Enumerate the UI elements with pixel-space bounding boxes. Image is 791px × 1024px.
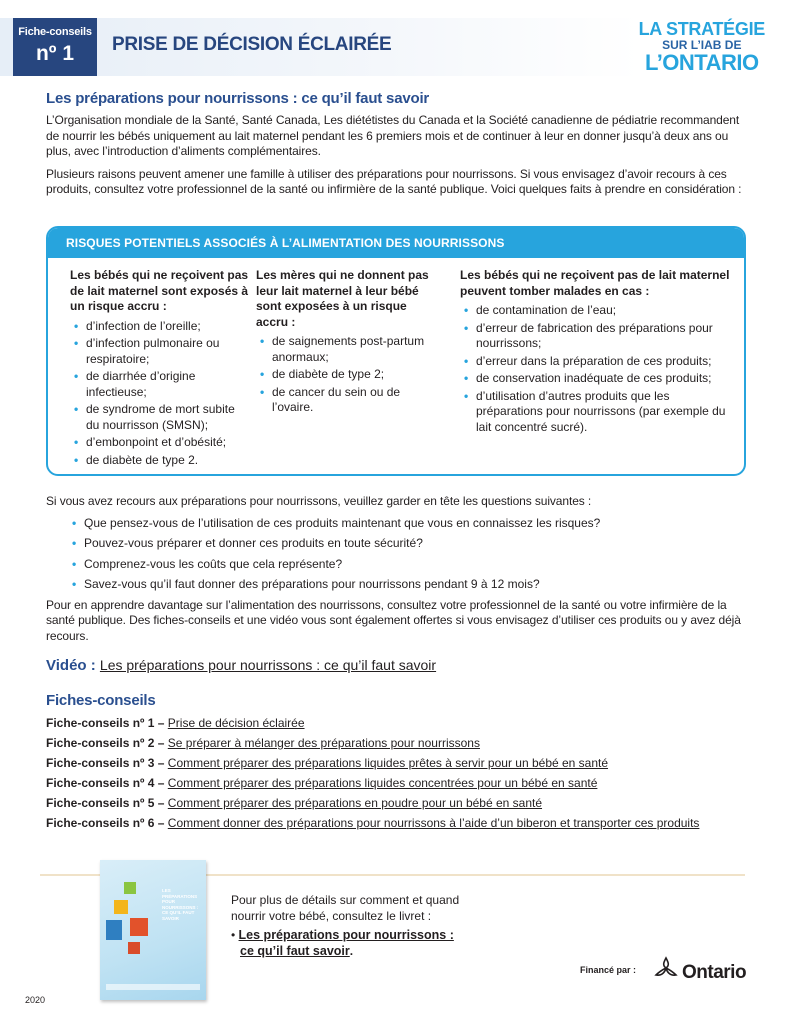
booklet-text-line: Pour plus de détails sur comment et quand [231, 893, 460, 907]
list-item: • Comprenez-vous les coûts que cela représente? [72, 556, 343, 571]
list-item: • d’erreur de fabrication des préparations pour nourrissons; [464, 320, 713, 350]
intro-paragraph-1: L’Organisation mondiale de la Santé, Santé Canada, Les diététistes du Canada et la Société canadienne de pédiatrie recommandent de nourrir les bébés uniquement au lait maternel pendant les 6 premiers mois et de continuer à leur en donner jusqu’à deux ans ou plus, avec l’introduction d’aliments complémentaires. [46, 113, 740, 158]
tip-sheet-row: Fiche-conseils nº 4 – Comment préparer des préparations liquides concentrées pour un bébé en santé [46, 776, 598, 790]
tip-sheet-row: Fiche-conseils nº 5 – Comment préparer des préparations en poudre pour un bébé en santé [46, 796, 543, 810]
risk-column-mothers [256, 268, 436, 418]
logo-line-2: SUR L’IAB DE [662, 38, 742, 52]
video-link[interactable]: Les préparations pour nourrissons : ce qu’il faut savoir [99, 657, 437, 673]
risk-column-heading: Les mères qui ne donnent pas leur lait maternel à leur bébé sont exposées à un risque accru : [256, 268, 429, 329]
funded-by-label: Financé par : [580, 965, 637, 975]
cube-shape [130, 918, 148, 936]
booklet-cover-image[interactable] [100, 860, 206, 1000]
list-item: • d’embonpoint et d’obésité; [74, 435, 227, 449]
risk-list [460, 303, 730, 435]
tip-sheets-section [46, 692, 766, 833]
booklet-link[interactable]: Les préparations pour nourrissons : [238, 928, 454, 942]
booklet-text-line: nourrir votre bébé, consultez le livret : [231, 909, 432, 923]
list-item: • d’infection pulmonaire ou respiratoire; [74, 336, 220, 366]
tip-sheet-link[interactable]: Comment donner des préparations pour nourrissons à l’aide d’un biberon et transporter ces produits [167, 816, 700, 830]
cube-shape [114, 900, 128, 914]
bullet: • [231, 928, 236, 942]
questions-section [46, 494, 751, 644]
list-item: • Que pensez-vous de l’utilisation de ces produits maintenant que vous en connaissez les risques? [72, 515, 601, 530]
list-item: • de contamination de l’eau; [464, 303, 617, 317]
strategy-logo [639, 20, 765, 74]
questions-intro: Si vous avez recours aux préparations pour nourrissons, veuillez garder en tête les questions suivantes : [46, 494, 592, 508]
tip-sheet-link[interactable]: Comment préparer des préparations liquides concentrées pour un bébé en santé [167, 776, 598, 790]
logo-line-1: LA STRATÉGIE [638, 19, 765, 39]
list-item: • de diabète de type 2. [74, 452, 199, 467]
badge-label: Fiche-conseils [18, 26, 92, 38]
risk-list [70, 319, 250, 469]
list-item: • d’erreur dans la préparation de ces produits; [464, 353, 712, 368]
risk-box-title: RISQUES POTENTIELS ASSOCIÉS À L’ALIMENTATION DES NOURRISSONS [48, 228, 744, 258]
booklet-cover-title: LES PRÉPARATIONS POUR NOURRISSONS : CE QU’IL FAUT SAVOIR [162, 888, 199, 921]
risk-box [46, 226, 746, 476]
list-item: • de cancer du sein ou de l’ovaire. [260, 384, 401, 414]
list-item: • de syndrome de mort subite du nourrisson (SMSN); [74, 402, 235, 432]
tip-sheet-link[interactable]: Se préparer à mélanger des préparations pour nourrissons [167, 736, 480, 750]
list-item: • Pouvez-vous préparer et donner ces produits en toute sécurité? [72, 536, 423, 550]
booklet-link-continued[interactable]: ce qu’il faut savoir [240, 944, 350, 958]
booklet-link-row [231, 927, 459, 943]
intro-paragraph-2: Plusieurs raisons peuvent amener une famille à utiliser des préparations pour nourrissons. Si vous envisagez d’avoir recours à ces produits, consultez votre professionnel de la santé ou infirmière de la santé publique. Voici quelques faits à prendre en considération : [46, 166, 742, 196]
cube-shape [124, 882, 136, 894]
intro-section [46, 90, 751, 198]
tip-sheet-link[interactable]: Comment préparer des préparations liquides prêtes à servir pour un bébé en santé [167, 756, 609, 770]
tip-sheets-heading: Fiches-conseils [46, 692, 156, 709]
cube-shape [128, 942, 140, 954]
section-heading: Les préparations pour nourrissons : ce qu’il faut savoir [46, 90, 430, 107]
list-item: • de saignements post-partum anormaux; [260, 334, 425, 364]
risk-column-heading: Les bébés qui ne reçoivent pas de lait maternel peuvent tomber malades en cas : [460, 268, 730, 298]
tip-sheet-link[interactable]: Prise de décision éclairée [167, 716, 305, 730]
booklet-link-period: . [349, 944, 354, 958]
tip-sheet-link[interactable]: Comment préparer des préparations en poudre pour un bébé en santé [167, 796, 543, 810]
booklet-logo-strip [106, 984, 200, 990]
questions-outro: Pour en apprendre davantage sur l’alimentation des nourrissons, consultez votre professionnel de la santé ou votre infirmière de la santé publique. Des fiches-conseils et une vidéo vous sont également offertes si vous envisagez d’utiliser ces produits ou y avez déjà recours. [46, 597, 741, 643]
list-item: • de conservation inadéquate de ces produits; [464, 371, 712, 385]
risk-column-illness [460, 268, 730, 437]
booklet-callout [231, 892, 459, 959]
tip-sheet-row: Fiche-conseils nº 1 – Prise de décision éclairée [46, 716, 305, 730]
list-item: • de diarrhée d’origine infectieuse; [74, 369, 196, 399]
tip-sheet-number-badge [13, 18, 97, 76]
cube-shape [106, 920, 122, 940]
page-title: PRISE DE DÉCISION ÉCLAIRÉE [112, 34, 392, 55]
risk-list [256, 334, 436, 416]
tip-sheet-row: Fiche-conseils nº 2 – Se préparer à mélanger des préparations pour nourrissons [46, 736, 480, 750]
risk-column-heading: Les bébés qui ne reçoivent pas de lait maternel sont exposés à un risque accru : [70, 268, 249, 313]
badge-number: nº 1 [35, 42, 74, 65]
video-line [46, 657, 436, 674]
ontario-wordmark: Ontario [682, 962, 747, 983]
booklet-link-row [231, 943, 459, 959]
trillium-icon [653, 955, 679, 986]
questions-list [68, 516, 751, 593]
tip-sheet-row: Fiche-conseils nº 3 – Comment préparer des préparations liquides prêtes à servir pour un bébé en santé [46, 756, 609, 770]
video-label: Vidéo : [46, 657, 96, 674]
list-item: • d’infection de l’oreille; [74, 318, 201, 333]
publication-year: 2020 [25, 995, 46, 1005]
list-item: • de diabète de type 2; [260, 367, 385, 381]
list-item: • Savez-vous qu’il faut donner des préparations pour nourrissons pendant 9 à 12 mois? [72, 577, 540, 591]
logo-line-3: L’ONTARIO [644, 50, 759, 75]
tip-sheet-row: Fiche-conseils nº 6 – Comment donner des préparations pour nourrissons à l’aide d’un biberon et transporter ces produits [46, 816, 700, 830]
list-item: • d’utilisation d’autres produits que les préparations pour nourrissons (par exemple du lait concentré sucré). [464, 388, 726, 434]
risk-column-babies [70, 268, 250, 470]
